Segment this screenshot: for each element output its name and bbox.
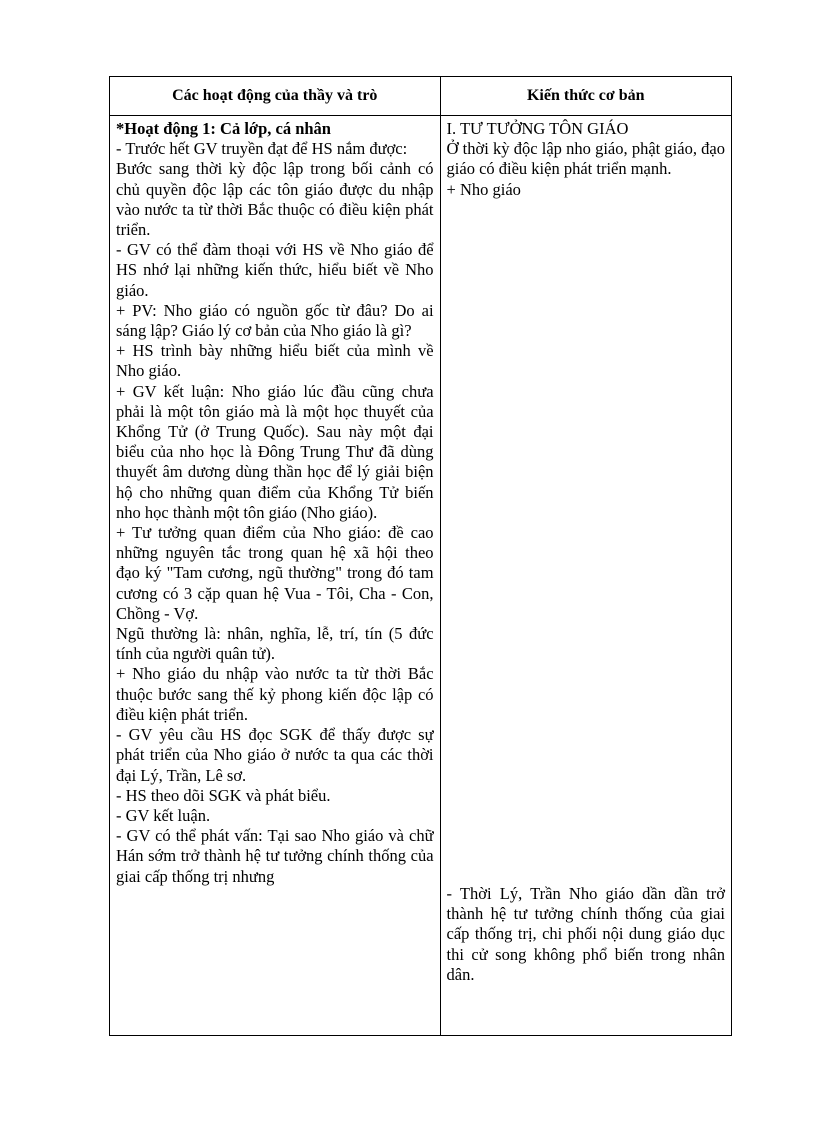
activity-paragraph: + PV: Nho giáo có nguồn gốc từ đâu? Do ai sáng lập? Giáo lý cơ bản của Nho giáo là gì?	[116, 300, 434, 341]
activity-paragraph: - GV có thể phát vấn: Tại sao Nho giáo và chữ Hán sớm trở thành hệ tư tưởng chính thống của giai cấp thống trị nhưng	[116, 826, 434, 886]
activities-cell	[110, 116, 441, 1036]
activity-paragraph: - GV có thể đàm thoại với HS về Nho giáo để HS nhớ lại những kiến thức, hiểu biết về Nho giáo.	[116, 240, 434, 300]
header-activities: Các hoạt động của thầy và trò	[110, 77, 441, 116]
section-title: I. TƯ TƯỞNG TÔN GIÁO	[446, 119, 629, 138]
activity-paragraph: - GV kết luận.	[116, 805, 211, 825]
lesson-table	[109, 76, 732, 1036]
activity-paragraph: - GV yêu cầu HS đọc SGK để thấy được sự phát triển của Nho giáo ở nước ta qua các thời đại Lý, Trần, Lê sơ.	[116, 725, 434, 785]
activity-paragraph: Bước sang thời kỳ độc lập trong bối cảnh có chủ quyền độc lập các tôn giáo được du nhập vào nước ta từ thời Bắc thuộc có điều kiện phát triển.	[116, 159, 434, 240]
header-basic-knowledge: Kiến thức cơ bản	[440, 77, 731, 116]
knowledge-cell	[440, 116, 731, 1036]
activity-paragraph: + GV kết luận: Nho giáo lúc đầu cũng chưa phải là một tôn giáo mà là một học thuyết của Khổng Tử (ở Trung Quốc). Sau này một đại biểu của nho học là Đông Trung Thư đã dùng thuyết âm dương dùng thần học để lý giải biện hộ cho những quan điểm của Khổng Tử biến nho học thành một tôn giáo (Nho giáo).	[116, 381, 434, 522]
activity-paragraph: + HS trình bày những hiểu biết của mình về Nho giáo.	[116, 341, 434, 381]
activity-paragraph: + Nho giáo du nhập vào nước ta từ thời Bắc thuộc bước sang thế kỷ phong kiến độc lập có điều kiện phát triển.	[116, 664, 434, 724]
knowledge-bullet: + Nho giáo	[446, 179, 521, 199]
activities-content	[110, 116, 440, 887]
table-body-row	[110, 116, 732, 1036]
knowledge-bottom-text: - Thời Lý, Trần Nho giáo dần dần trở thành hệ tư tưởng chính thống của giai cấp thống trị, chi phối nội dung giáo dục thi cử song không phổ biến trong nhân dân.	[446, 884, 725, 984]
knowledge-content	[441, 116, 731, 1035]
activity-paragraph: - Trước hết GV truyền đạt để HS nắm được:	[116, 139, 408, 159]
table-header-row	[110, 77, 732, 116]
activity-paragraph: - HS theo dõi SGK và phát biểu.	[116, 785, 331, 805]
activity-title: *Hoạt động 1: Cả lớp, cá nhân	[116, 119, 331, 138]
activity-paragraph: Ngũ thường là: nhân, nghĩa, lễ, trí, tín (5 đức tính của người quân tử).	[116, 624, 434, 664]
knowledge-intro: Ở thời kỳ độc lập nho giáo, phật giáo, đạo giáo có điều kiện phát triển mạnh.	[446, 139, 725, 179]
activity-paragraph: + Tư tưởng quan điểm của Nho giáo: đề cao những nguyên tắc trong quan hệ xã hội theo đạo ký "Tam cương, ngũ thường" trong đó tam cương có 3 cặp quan hệ Vua - Tôi, Cha - Con, Chồng - Vợ.	[116, 523, 434, 623]
